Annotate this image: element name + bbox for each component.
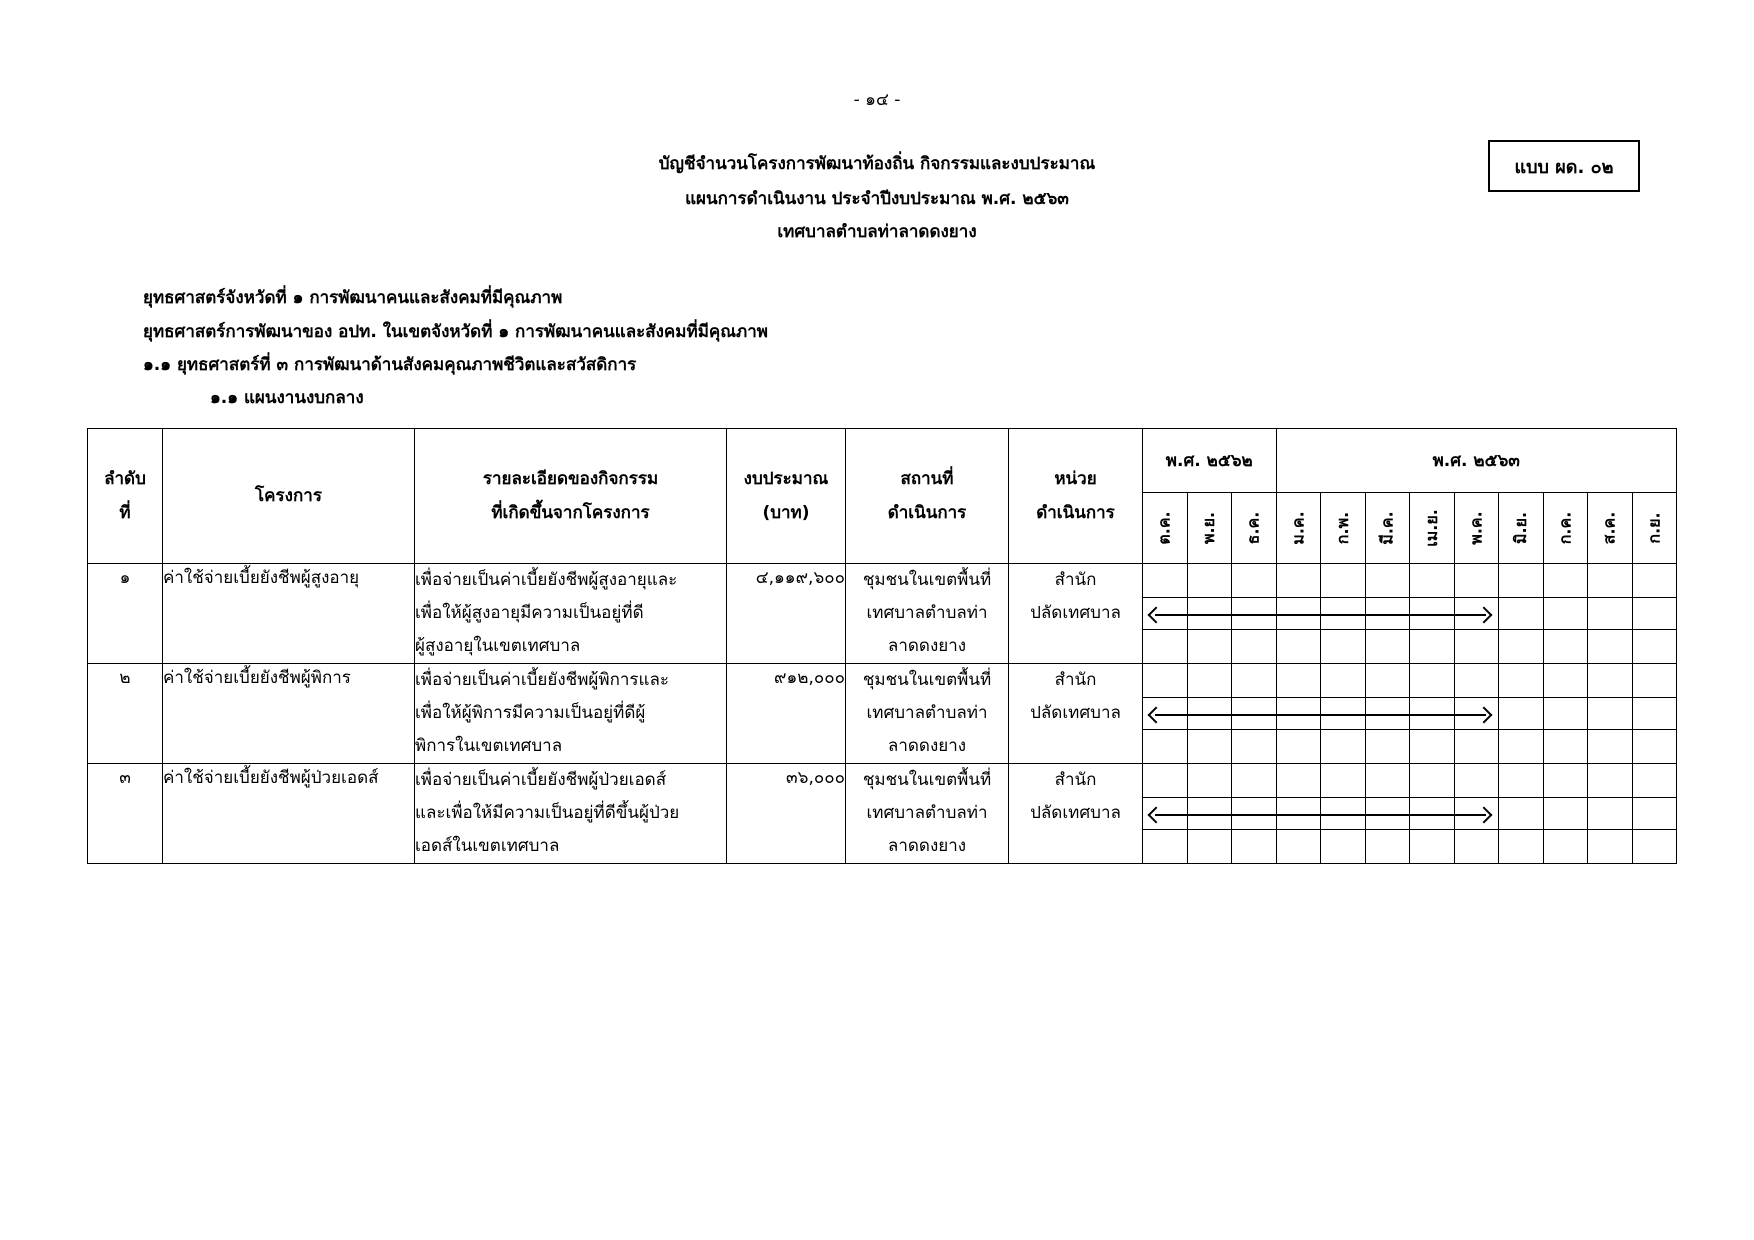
gantt-divider	[1366, 729, 1410, 730]
gantt-divider	[1321, 829, 1365, 830]
location-line: ลาดดงยาง	[887, 836, 967, 856]
gantt-cell	[1232, 664, 1277, 764]
unit-line: สำนัก	[1054, 570, 1097, 590]
row-location	[846, 664, 1009, 764]
month-label: ม.ค.	[1288, 511, 1308, 545]
gantt-divider	[1544, 729, 1588, 730]
row-unit	[1009, 564, 1143, 664]
gantt-divider	[1188, 597, 1232, 598]
gantt-divider	[1544, 797, 1588, 798]
gantt-divider	[1143, 829, 1187, 830]
month-header	[1499, 493, 1544, 564]
month-header	[1365, 493, 1410, 564]
gantt-cell	[1187, 564, 1232, 664]
gantt-divider	[1366, 829, 1410, 830]
gantt-divider	[1232, 729, 1276, 730]
month-label: พ.ย.	[1199, 511, 1219, 545]
row-budget: ๔,๑๑๙,๖๐๐	[727, 564, 846, 664]
gantt-divider	[1410, 697, 1454, 698]
gantt-divider	[1277, 797, 1321, 798]
work-plan: ๑.๑ แผนงานงบกลาง	[210, 388, 364, 408]
header-seq-line2: ที่	[119, 503, 131, 523]
gantt-divider	[1499, 629, 1543, 630]
header-unit-line2: ดำเนินการ	[1036, 503, 1115, 523]
location-line: เทศบาลตำบลท่า	[866, 703, 988, 723]
month-header	[1232, 493, 1277, 564]
form-code-badge: แบบ ผด. ๐๒	[1488, 140, 1640, 192]
gantt-divider	[1277, 729, 1321, 730]
header-seq-line1: ลำดับ	[104, 469, 146, 489]
header-location-line2: ดำเนินการ	[887, 503, 967, 523]
gantt-divider	[1544, 629, 1588, 630]
row-budget: ๙๑๒,๐๐๐	[727, 664, 846, 764]
gantt-divider	[1588, 629, 1632, 630]
month-label: ก.ย.	[1644, 512, 1664, 544]
month-header	[1321, 493, 1366, 564]
gantt-divider	[1410, 829, 1454, 830]
header-budget	[727, 429, 846, 564]
header-location-line1: สถานที่	[900, 469, 954, 489]
row-seq: ๑	[88, 564, 163, 664]
gantt-cell	[1143, 664, 1188, 764]
month-header	[1588, 493, 1633, 564]
gantt-divider	[1143, 729, 1187, 730]
month-label: มี.ค.	[1377, 511, 1397, 545]
detail-line: และเพื่อให้มีความเป็นอยู่ที่ดีขึ้นผู้ป่วย	[415, 803, 680, 823]
header-seq	[88, 429, 163, 564]
month-label: เม.ย.	[1421, 509, 1441, 547]
unit-line: ปลัดเทศบาล	[1030, 703, 1121, 723]
gantt-cell	[1365, 564, 1410, 664]
gantt-divider	[1321, 597, 1365, 598]
row-unit	[1009, 664, 1143, 764]
header-detail-line1: รายละเอียดของกิจกรรม	[482, 469, 659, 489]
detail-line: เพื่อจ่ายเป็นค่าเบี้ยยังชีพผู้สูงอายุและ	[415, 570, 678, 590]
gantt-cell	[1276, 564, 1321, 664]
unit-line: ปลัดเทศบาล	[1030, 803, 1121, 823]
location-line: ลาดดงยาง	[887, 636, 967, 656]
row-location	[846, 564, 1009, 664]
gantt-divider	[1188, 629, 1232, 630]
gantt-divider	[1188, 729, 1232, 730]
detail-line: พิการในเขตเทศบาล	[415, 736, 563, 756]
gantt-arrow-start-icon	[1148, 606, 1165, 623]
gantt-cell	[1499, 564, 1544, 664]
row-project: ค่าใช้จ่ายเบี้ยยังชีพผู้พิการ	[163, 664, 415, 764]
gantt-divider	[1188, 797, 1232, 798]
gantt-divider	[1633, 797, 1677, 798]
row-detail	[415, 564, 727, 664]
project-plan-table	[87, 428, 1677, 864]
gantt-divider	[1588, 729, 1632, 730]
month-label: ส.ค.	[1599, 511, 1619, 545]
gantt-divider	[1455, 597, 1499, 598]
row-location	[846, 764, 1009, 864]
header-unit-line1: หน่วย	[1054, 469, 1097, 489]
location-line: ชุมชนในเขตพื้นที่	[862, 770, 992, 790]
location-line: เทศบาลตำบลท่า	[866, 603, 988, 623]
gantt-arrow-start-icon	[1148, 706, 1165, 723]
month-header	[1543, 493, 1588, 564]
month-header	[1454, 493, 1499, 564]
gantt-divider	[1499, 829, 1543, 830]
gantt-divider	[1455, 829, 1499, 830]
gantt-divider	[1588, 697, 1632, 698]
month-label: ธ.ค.	[1243, 511, 1263, 545]
detail-line: เอดส์ในเขตเทศบาล	[415, 836, 560, 856]
gantt-divider	[1188, 697, 1232, 698]
location-line: ชุมชนในเขตพื้นที่	[862, 570, 992, 590]
header-detail	[415, 429, 727, 564]
gantt-divider	[1277, 597, 1321, 598]
row-unit	[1009, 764, 1143, 864]
detail-line: เพื่อจ่ายเป็นค่าเบี้ยยังชีพผู้พิการและ	[415, 670, 670, 690]
gantt-divider	[1544, 829, 1588, 830]
gantt-cell	[1276, 664, 1321, 764]
gantt-divider	[1277, 629, 1321, 630]
organization-name: เทศบาลตำบลท่าลาดดงยาง	[777, 222, 977, 242]
row-seq: ๒	[88, 664, 163, 764]
gantt-divider	[1366, 629, 1410, 630]
gantt-cell	[1454, 664, 1499, 764]
gantt-cell	[1365, 764, 1410, 864]
header-unit	[1009, 429, 1143, 564]
gantt-cell	[1410, 564, 1455, 664]
location-line: เทศบาลตำบลท่า	[866, 803, 988, 823]
gantt-arrow-start-icon	[1148, 806, 1165, 823]
gantt-divider	[1633, 729, 1677, 730]
gantt-cell	[1499, 664, 1544, 764]
gantt-cell	[1143, 764, 1188, 864]
gantt-cell	[1187, 664, 1232, 764]
province-strategy: ยุทธศาสตร์จังหวัดที่ ๑ การพัฒนาคนและสังคมที่มีคุณภาพ	[143, 288, 563, 308]
local-strategy: ยุทธศาสตร์การพัฒนาของ อปท. ในเขตจังหวัดที่ ๑ การพัฒนาคนและสังคมที่มีคุณภาพ	[143, 322, 769, 342]
row-detail	[415, 664, 727, 764]
unit-line: สำนัก	[1054, 670, 1097, 690]
gantt-divider	[1277, 697, 1321, 698]
gantt-divider	[1232, 697, 1276, 698]
table-row	[88, 664, 1677, 764]
gantt-divider	[1366, 797, 1410, 798]
gantt-cell	[1588, 764, 1633, 864]
document-title: บัญชีจำนวนโครงการพัฒนาท้องถิ่น กิจกรรมและงบประมาณ	[658, 154, 1096, 174]
gantt-divider	[1321, 797, 1365, 798]
month-header	[1410, 493, 1455, 564]
month-label: ก.พ.	[1332, 511, 1352, 545]
gantt-divider	[1410, 597, 1454, 598]
gantt-divider	[1143, 797, 1187, 798]
gantt-divider	[1499, 697, 1543, 698]
gantt-divider	[1232, 597, 1276, 598]
gantt-cell	[1232, 564, 1277, 664]
header-year-2563: พ.ศ. ๒๕๖๓	[1276, 429, 1677, 493]
detail-line: ผู้สูงอายุในเขตเทศบาล	[415, 636, 581, 656]
month-label: ก.ค.	[1555, 511, 1575, 545]
gantt-cell	[1321, 764, 1366, 864]
table-row	[88, 564, 1677, 664]
gantt-divider	[1499, 597, 1543, 598]
gantt-cell	[1499, 764, 1544, 864]
month-header	[1187, 493, 1232, 564]
gantt-divider	[1588, 829, 1632, 830]
gantt-divider	[1633, 597, 1677, 598]
gantt-divider	[1366, 597, 1410, 598]
gantt-divider	[1588, 597, 1632, 598]
table-row	[88, 764, 1677, 864]
gantt-cell	[1543, 764, 1588, 864]
gantt-divider	[1455, 729, 1499, 730]
header-budget-line1: งบประมาณ	[743, 469, 829, 489]
gantt-cell	[1454, 764, 1499, 864]
row-budget: ๓๖,๐๐๐	[727, 764, 846, 864]
gantt-cell	[1410, 664, 1455, 764]
gantt-cell	[1632, 764, 1677, 864]
gantt-cell	[1543, 564, 1588, 664]
gantt-cell	[1321, 664, 1366, 764]
gantt-divider	[1366, 697, 1410, 698]
gantt-divider	[1232, 797, 1276, 798]
detail-line: เพื่อให้ผู้พิการมีความเป็นอยู่ที่ดีผู้	[415, 703, 646, 723]
sub-strategy: ๑.๑ ยุทธศาสตร์ที่ ๓ การพัฒนาด้านสังคมคุณภาพชีวิตและสวัสดิการ	[143, 355, 637, 375]
month-label: ต.ค.	[1154, 511, 1174, 545]
gantt-divider	[1588, 797, 1632, 798]
header-budget-line2: (บาท)	[762, 503, 810, 523]
location-line: ชุมชนในเขตพื้นที่	[862, 670, 992, 690]
gantt-cell	[1543, 664, 1588, 764]
gantt-cell	[1276, 764, 1321, 864]
unit-line: ปลัดเทศบาล	[1030, 603, 1121, 623]
gantt-cell	[1588, 664, 1633, 764]
gantt-divider	[1499, 729, 1543, 730]
gantt-cell	[1454, 564, 1499, 664]
header-detail-line2: ที่เกิดขึ้นจากโครงการ	[491, 503, 650, 523]
row-seq: ๓	[88, 764, 163, 864]
gantt-divider	[1455, 629, 1499, 630]
gantt-divider	[1544, 597, 1588, 598]
gantt-divider	[1410, 729, 1454, 730]
row-detail	[415, 764, 727, 864]
gantt-divider	[1143, 629, 1187, 630]
location-line: ลาดดงยาง	[887, 736, 967, 756]
gantt-cell	[1187, 764, 1232, 864]
gantt-cell	[1365, 664, 1410, 764]
month-header	[1143, 493, 1188, 564]
gantt-divider	[1455, 797, 1499, 798]
row-project: ค่าใช้จ่ายเบี้ยยังชีพผู้สูงอายุ	[163, 564, 415, 664]
gantt-cell	[1410, 764, 1455, 864]
gantt-cell	[1632, 564, 1677, 664]
gantt-divider	[1455, 697, 1499, 698]
detail-line: เพื่อให้ผู้สูงอายุมีความเป็นอยู่ที่ดี	[415, 603, 644, 623]
gantt-divider	[1633, 697, 1677, 698]
gantt-cell	[1143, 564, 1188, 664]
gantt-divider	[1321, 629, 1365, 630]
gantt-divider	[1633, 629, 1677, 630]
gantt-divider	[1544, 697, 1588, 698]
header-location	[846, 429, 1009, 564]
unit-line: สำนัก	[1054, 770, 1097, 790]
gantt-divider	[1188, 829, 1232, 830]
detail-line: เพื่อจ่ายเป็นค่าเบี้ยยังชีพผู้ป่วยเอดส์	[415, 770, 667, 790]
gantt-divider	[1232, 829, 1276, 830]
gantt-divider	[1410, 629, 1454, 630]
page-number: - ๑๔ -	[853, 90, 901, 110]
gantt-divider	[1143, 597, 1187, 598]
gantt-divider	[1633, 829, 1677, 830]
gantt-cell	[1588, 564, 1633, 664]
month-header	[1276, 493, 1321, 564]
header-year-2562: พ.ศ. ๒๕๖๒	[1143, 429, 1277, 493]
gantt-divider	[1410, 797, 1454, 798]
gantt-divider	[1277, 829, 1321, 830]
month-label: มิ.ย.	[1510, 511, 1530, 545]
gantt-cell	[1321, 564, 1366, 664]
row-project: ค่าใช้จ่ายเบี้ยยังชีพผู้ป่วยเอดส์	[163, 764, 415, 864]
gantt-divider	[1143, 697, 1187, 698]
gantt-divider	[1321, 697, 1365, 698]
gantt-cell	[1232, 764, 1277, 864]
header-project: โครงการ	[163, 429, 415, 564]
month-header	[1632, 493, 1677, 564]
gantt-cell	[1632, 664, 1677, 764]
gantt-divider	[1499, 797, 1543, 798]
document-subtitle: แผนการดำเนินงาน ประจำปีงบประมาณ พ.ศ. ๒๕๖๓	[685, 189, 1069, 209]
month-label: พ.ค.	[1466, 511, 1486, 545]
gantt-divider	[1321, 729, 1365, 730]
gantt-divider	[1232, 629, 1276, 630]
